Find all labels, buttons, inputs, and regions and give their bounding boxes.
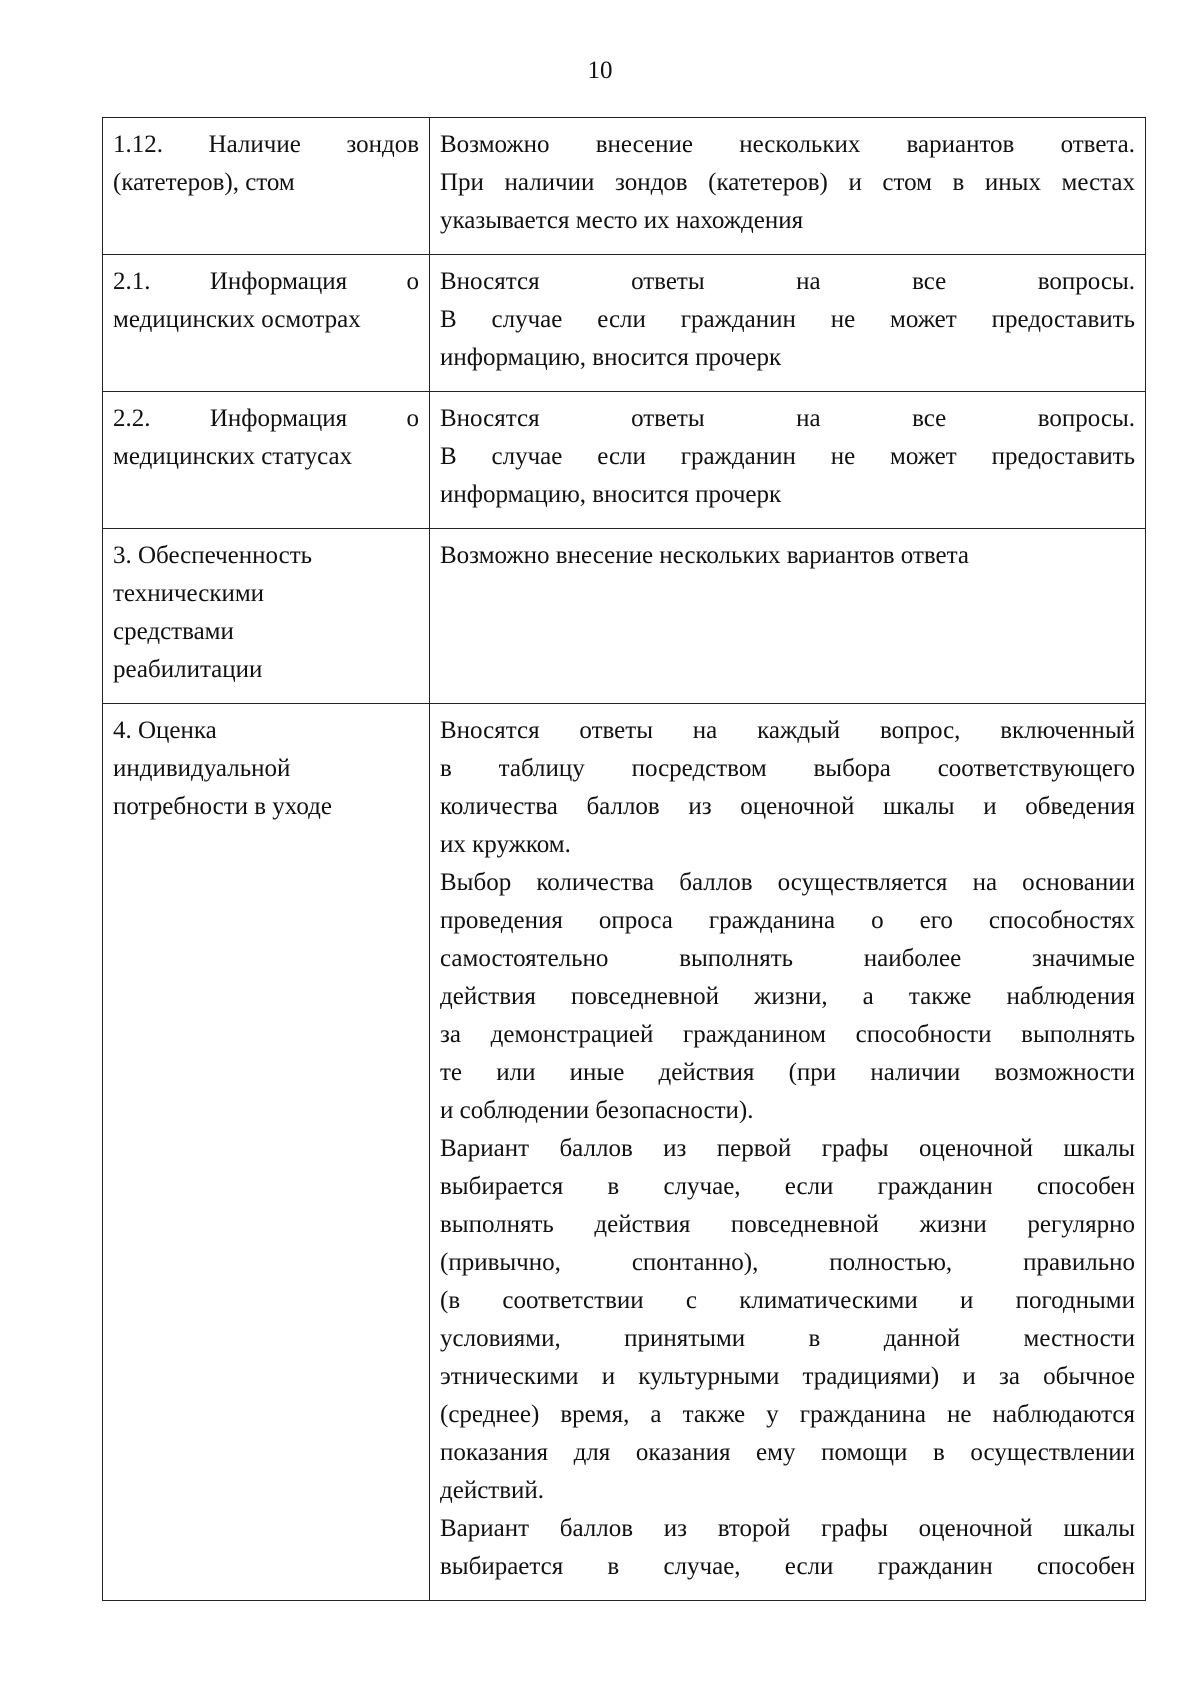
table-row <box>103 704 1146 1601</box>
row-instruction-cell <box>430 392 1146 529</box>
row-heading-line: медицинских осмотрах <box>113 306 361 333</box>
row-instruction-cell <box>430 704 1146 1601</box>
row-instruction-line: При наличии зондов (катетеров) и стом в иных местах <box>440 169 1135 196</box>
table-row <box>103 255 1146 392</box>
row-heading-cell <box>103 704 430 1601</box>
table-body <box>103 118 1146 1601</box>
row-instruction-line: информацию, вносится прочерк <box>440 481 782 508</box>
table-row <box>103 392 1146 529</box>
row-instruction-line: проведения опроса гражданина о его способностях <box>440 907 1135 934</box>
row-instruction-line: действия повседневной жизни, а также наблюдения <box>440 983 1135 1010</box>
row-instruction-line: их кружком. <box>440 831 571 858</box>
row-heading-cell <box>103 255 430 392</box>
row-heading-line: индивидуальной <box>113 755 291 782</box>
row-instruction-line: Вариант баллов из второй графы оценочной шкалы <box>440 1515 1135 1542</box>
row-instruction-line: Возможно внесение нескольких вариантов ответа. <box>440 131 1135 158</box>
table-row <box>103 118 1146 255</box>
page-number: 10 <box>587 57 613 84</box>
row-instruction-line: Выбор количества баллов осуществляется на основании <box>440 869 1135 896</box>
row-instruction-cell <box>430 529 1146 704</box>
row-heading-line: 2.1. Информация о <box>113 268 419 295</box>
table-row <box>103 529 1146 704</box>
row-instruction-line: Возможно внесение нескольких вариантов ответа <box>440 542 969 569</box>
row-instruction-line: показания для оказания ему помощи в осуществлении <box>440 1439 1135 1466</box>
row-instruction-line: и соблюдении безопасности). <box>440 1097 754 1124</box>
row-instruction-line: Вносятся ответы на каждый вопрос, включенный <box>440 717 1135 744</box>
row-instruction-line: (привычно, спонтанно), полностью, правильно <box>440 1249 1135 1276</box>
row-heading-line: медицинских статусах <box>113 443 353 470</box>
row-instruction-line: указывается место их нахождения <box>440 207 804 234</box>
row-instruction-line: этническими и культурными традициями) и за обычное <box>440 1363 1135 1390</box>
row-instruction-line: количества баллов из оценочной шкалы и обведения <box>440 793 1135 820</box>
row-instruction-line: Вносятся ответы на все вопросы. <box>440 405 1135 432</box>
row-heading-line: 4. Оценка <box>113 717 217 744</box>
row-instruction-line: В случае если гражданин не может предоставить <box>440 443 1135 470</box>
row-instruction-line: (в соответствии с климатическими и погодными <box>440 1287 1135 1314</box>
row-instruction-line: (среднее) время, а также у гражданина не наблюдаются <box>440 1401 1135 1428</box>
row-heading-line: 1.12. Наличие зондов <box>113 131 419 158</box>
row-instruction-line: информацию, вносится прочерк <box>440 344 782 371</box>
row-instruction-line: выбирается в случае, если гражданин способен <box>440 1173 1135 1200</box>
row-instruction-cell <box>430 255 1146 392</box>
row-instruction-line: выбирается в случае, если гражданин способен <box>440 1553 1135 1580</box>
row-instruction-cell <box>430 118 1146 255</box>
row-instruction-line: Вариант баллов из первой графы оценочной шкалы <box>440 1135 1135 1162</box>
row-instruction-line: за демонстрацией гражданином способности выполнять <box>440 1021 1135 1048</box>
row-heading-line: 3. Обеспеченность <box>113 542 313 569</box>
row-instruction-line: условиями, принятыми в данной местности <box>440 1325 1135 1352</box>
row-instruction-line: самостоятельно выполнять наиболее значимые <box>440 945 1135 972</box>
row-instruction-line: Вносятся ответы на все вопросы. <box>440 268 1135 295</box>
row-heading-line: техническими <box>113 580 265 607</box>
row-heading-line: реабилитации <box>113 656 263 683</box>
row-heading-cell <box>103 118 430 255</box>
form-instructions-table <box>102 117 1146 1601</box>
row-heading-line: потребности в уходе <box>113 793 332 820</box>
row-heading-line: средствами <box>113 618 234 645</box>
row-instruction-line: действий. <box>440 1477 545 1504</box>
row-heading-cell <box>103 529 430 704</box>
row-instruction-line: В случае если гражданин не может предоставить <box>440 306 1135 333</box>
row-heading-cell <box>103 392 430 529</box>
row-instruction-line: в таблицу посредством выбора соответствующего <box>440 755 1135 782</box>
row-instruction-line: выполнять действия повседневной жизни регулярно <box>440 1211 1135 1238</box>
row-heading-line: (катетеров), стом <box>113 169 295 196</box>
row-heading-line: 2.2. Информация о <box>113 405 419 432</box>
row-instruction-line: те или иные действия (при наличии возможности <box>440 1059 1135 1086</box>
